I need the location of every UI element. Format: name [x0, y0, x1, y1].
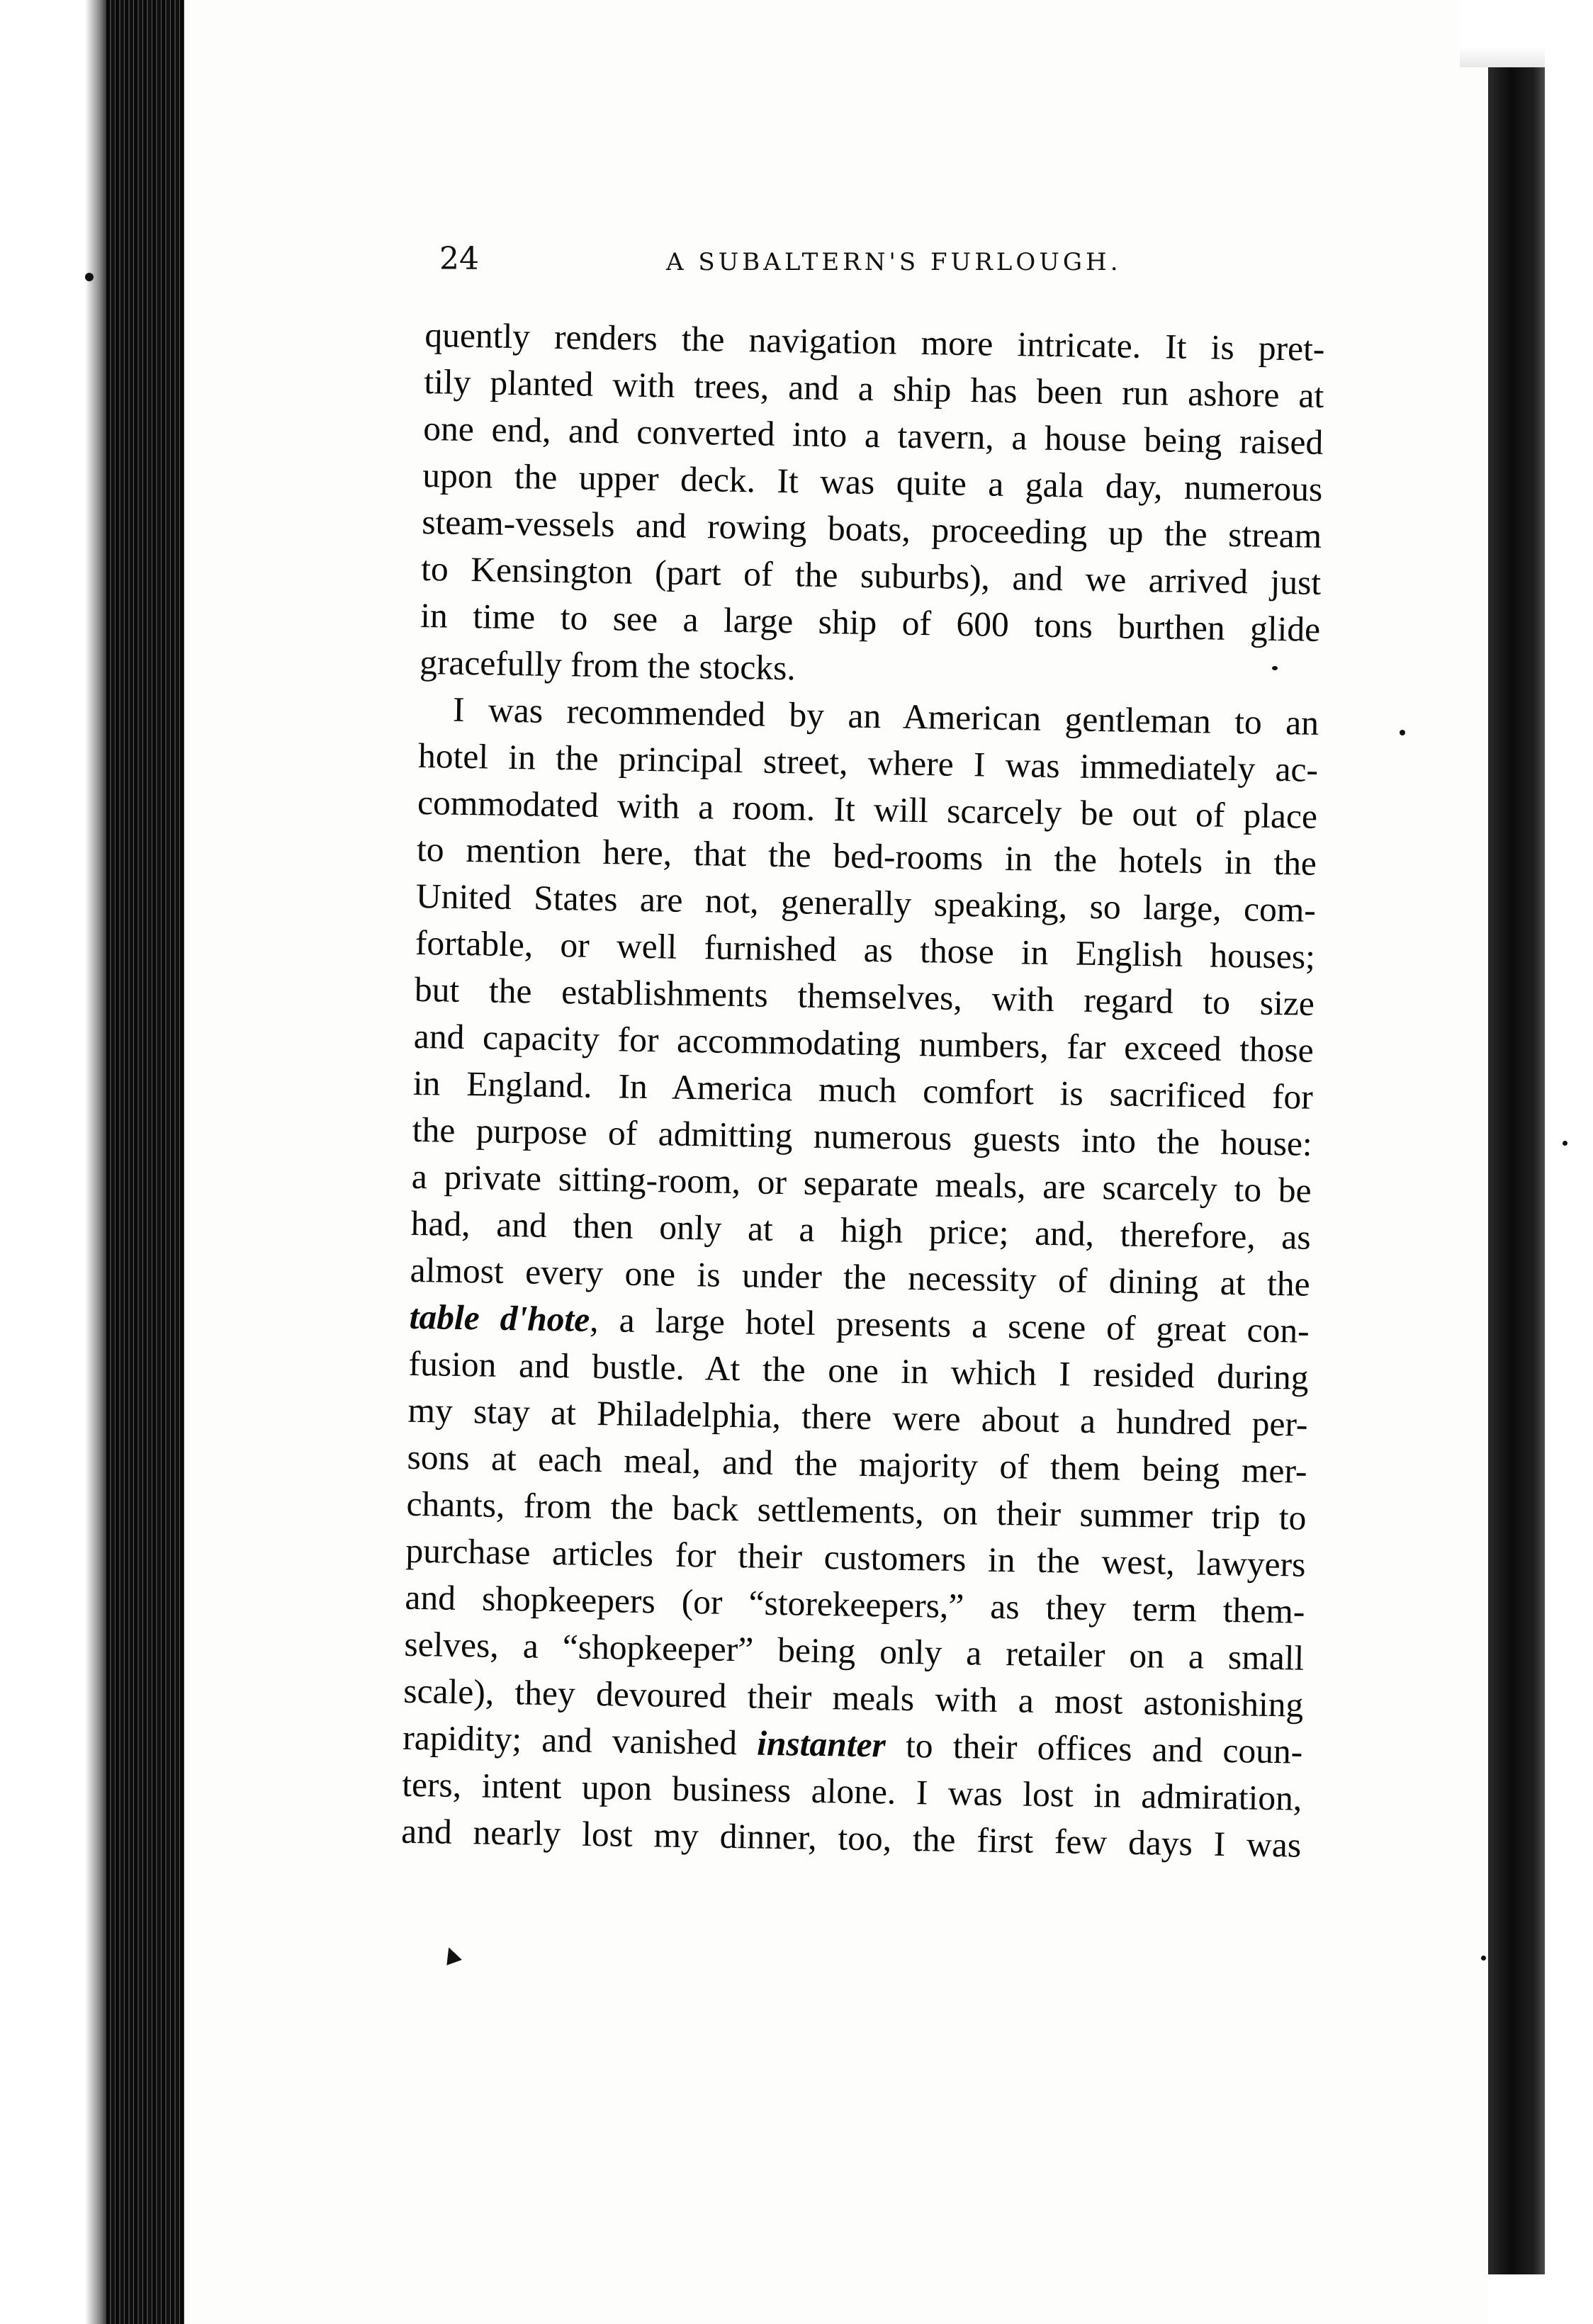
text-run: but the establishments themselves, with regard to size	[414, 969, 1315, 1023]
page-number: 24	[439, 241, 479, 277]
ink-mark-icon: ▲	[439, 1939, 463, 1968]
text-run: hotel in the principal street, where I was immediately ac-	[417, 735, 1319, 789]
text-run: fortable, or well furnished as those in English houses;	[415, 923, 1316, 976]
text-run: rapidity; and vanished	[402, 1717, 758, 1763]
text-run: in England. In America much comfort is sacrificed for	[412, 1063, 1314, 1117]
text-run: almost every one is under the necessity of dining at the	[410, 1250, 1311, 1304]
text-run: purchase articles for their customers in the west, lawyers	[405, 1530, 1306, 1584]
text-run: sons at each meal, and the majority of them being mer-	[407, 1437, 1307, 1491]
text-run: to their offices and coun-	[885, 1725, 1303, 1771]
running-head: A SUBALTERN'S FURLOUGH.	[666, 248, 1122, 276]
text-run: commodated with a room. It will scarcely be out of place	[417, 782, 1318, 836]
text-run: selves, a “shopkeeper” being only a retailer on a small	[404, 1624, 1305, 1678]
text-run: chants, from the back settlements, on their summer trip to	[406, 1484, 1307, 1538]
text-run: quently renders the navigation more intricate. It is pret-	[424, 315, 1325, 368]
page-edge-shadow	[1488, 64, 1545, 2274]
text-run: steam-vessels and rowing boats, proceeding up the stream	[421, 502, 1322, 555]
text-run: a private sitting-room, or separate meals, are scarcely to be	[411, 1156, 1312, 1210]
text-run: gracefully from the stocks.	[419, 642, 796, 688]
text-run: United States are not, generally speaking, so large, com-	[415, 876, 1317, 930]
text-run: my stay at Philadelphia, there were about a hundred per-	[407, 1390, 1308, 1444]
ink-speck	[1272, 666, 1278, 670]
text-run: , a large hotel presents a scene of great con-	[589, 1299, 1310, 1350]
body-text	[401, 312, 1325, 1869]
ink-speck	[1481, 1956, 1486, 1961]
text-run: fusion and bustle. At the one in which I resided during	[408, 1343, 1309, 1397]
text-run: I was recommended by an American gentleman to an	[452, 689, 1319, 743]
adjacent-page-strip	[1545, 0, 1593, 2324]
text-run: upon the upper deck. It was quite a gala day, numerous	[422, 455, 1323, 509]
text-run: and nearly lost my dinner, too, the first few days I was	[400, 1811, 1302, 1865]
text-run: tily planted with trees, and a ship has been run ashore at	[424, 361, 1324, 415]
ink-speck	[85, 273, 94, 281]
text-run: and capacity for accommodating numbers, far exceed those	[413, 1016, 1315, 1070]
text-run: to mention here, that the bed-rooms in the hotels in the	[416, 829, 1317, 883]
italic-phrase: table d'hote	[409, 1297, 590, 1339]
ink-speck	[1563, 1141, 1567, 1146]
text-run: ters, intent upon business alone. I was lost in admiration,	[401, 1764, 1302, 1818]
text-run: had, and then only at a high price; and, therefore, as	[410, 1203, 1312, 1257]
binding-shadow	[85, 0, 109, 2324]
text-run: in time to see a large ship of 600 tons burthen glide	[420, 595, 1321, 649]
italic-phrase: instanter	[756, 1723, 886, 1765]
text-run: scale), they devoured their meals with a most astonishing	[403, 1671, 1304, 1725]
text-run: to Kensington (part of the suburbs), and we arrived just	[420, 548, 1322, 602]
text-run: one end, and converted into a tavern, a house being raised	[422, 408, 1324, 462]
ink-speck	[1400, 730, 1405, 735]
text-run: and shopkeepers (or “storekeepers,” as they term them-	[405, 1577, 1305, 1631]
book-binding-gutter	[106, 0, 184, 2324]
page-header	[439, 241, 1502, 298]
text-run: the purpose of admitting numerous guests into the house:	[412, 1110, 1313, 1163]
